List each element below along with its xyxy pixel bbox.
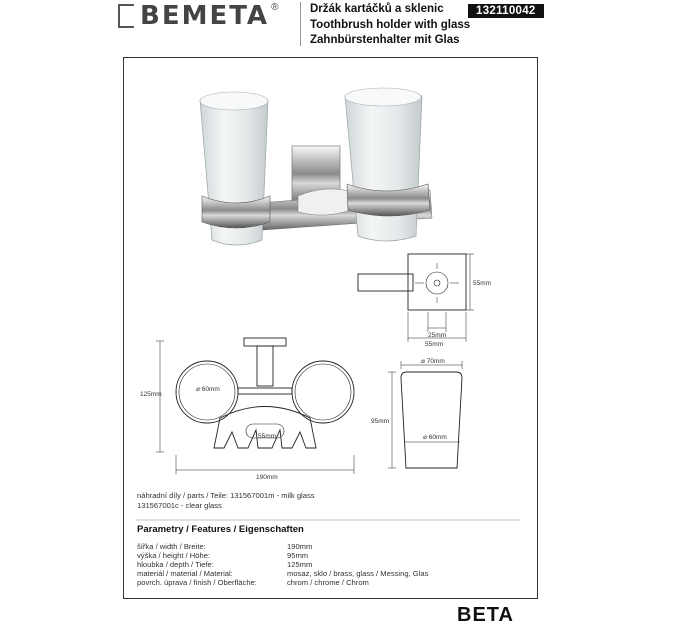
dim-top-outer: 55mm bbox=[425, 341, 444, 348]
dim-front-ring-dia: ⌀ 60mm bbox=[196, 386, 220, 393]
front-toothbrush-holder bbox=[214, 407, 316, 449]
front-wall-plate bbox=[244, 338, 286, 346]
front-cross-bar bbox=[238, 388, 292, 394]
glass-left-rim bbox=[200, 92, 268, 110]
parts-line-2: 131567001c - clear glass bbox=[137, 501, 222, 510]
glass-right-rim bbox=[345, 88, 421, 106]
product-photo bbox=[200, 88, 432, 245]
feature-label-material: materiál / material / Material: bbox=[137, 569, 233, 578]
top-view-drawing bbox=[358, 254, 474, 342]
logo-text: BEMETA bbox=[140, 1, 270, 31]
dim-front-width: 190mm bbox=[256, 474, 278, 481]
dim-front-depth: 125mm bbox=[140, 391, 162, 398]
top-view-center bbox=[434, 280, 440, 286]
dim-front-inner: 55mm bbox=[258, 433, 277, 440]
product-title-cs: Držák kartáčků a sklenic bbox=[310, 3, 444, 15]
glass-outline bbox=[401, 372, 462, 468]
feature-label-width: šířka / width / Breite: bbox=[137, 542, 206, 551]
feature-label-finish: povrch. úprava / finish / Oberfläche: bbox=[137, 578, 257, 587]
parts-line-1: náhradní díly / parts / Teile: 131567001m - milk glass bbox=[137, 491, 315, 500]
feature-value-finish: chrom / chrome / Chrom bbox=[287, 578, 369, 587]
dim-top-inner: 25mm bbox=[428, 332, 447, 339]
product-code-badge: 132110042 bbox=[468, 4, 544, 18]
dim-top-height: 55mm bbox=[473, 280, 492, 287]
dim-glass-height: 95mm bbox=[371, 418, 390, 425]
registered-mark: ® bbox=[271, 2, 279, 13]
feature-value-depth: 125mm bbox=[287, 560, 313, 569]
product-title-de: Zahnbürstenhalter mit Glas bbox=[310, 34, 460, 46]
feature-value-material: mosaz, sklo / brass, glass / Messing, Glas bbox=[287, 569, 429, 578]
front-ring-right-inner bbox=[295, 364, 351, 420]
glass-right bbox=[345, 91, 422, 241]
product-title-en: Toothbrush holder with glass bbox=[310, 19, 471, 31]
front-view-drawing bbox=[156, 338, 354, 474]
glass-side-view bbox=[388, 361, 462, 468]
dim-glass-bottom-dia: ⌀ 60mm bbox=[423, 434, 447, 441]
top-view-bracket bbox=[358, 274, 413, 291]
product-series-name: BETA bbox=[457, 604, 514, 626]
feature-value-width: 190mm bbox=[287, 542, 313, 551]
feature-label-height: výška / height / Höhe: bbox=[137, 551, 211, 560]
dim-glass-top-dia: ⌀ 70mm bbox=[421, 358, 445, 365]
top-view-hole bbox=[426, 272, 448, 294]
feature-label-depth: hloubka / depth / Tiefe: bbox=[137, 560, 214, 569]
front-stem bbox=[257, 346, 273, 386]
features-heading: Parametry / Features / Eigenschaften bbox=[137, 524, 304, 535]
feature-value-height: 95mm bbox=[287, 551, 309, 560]
